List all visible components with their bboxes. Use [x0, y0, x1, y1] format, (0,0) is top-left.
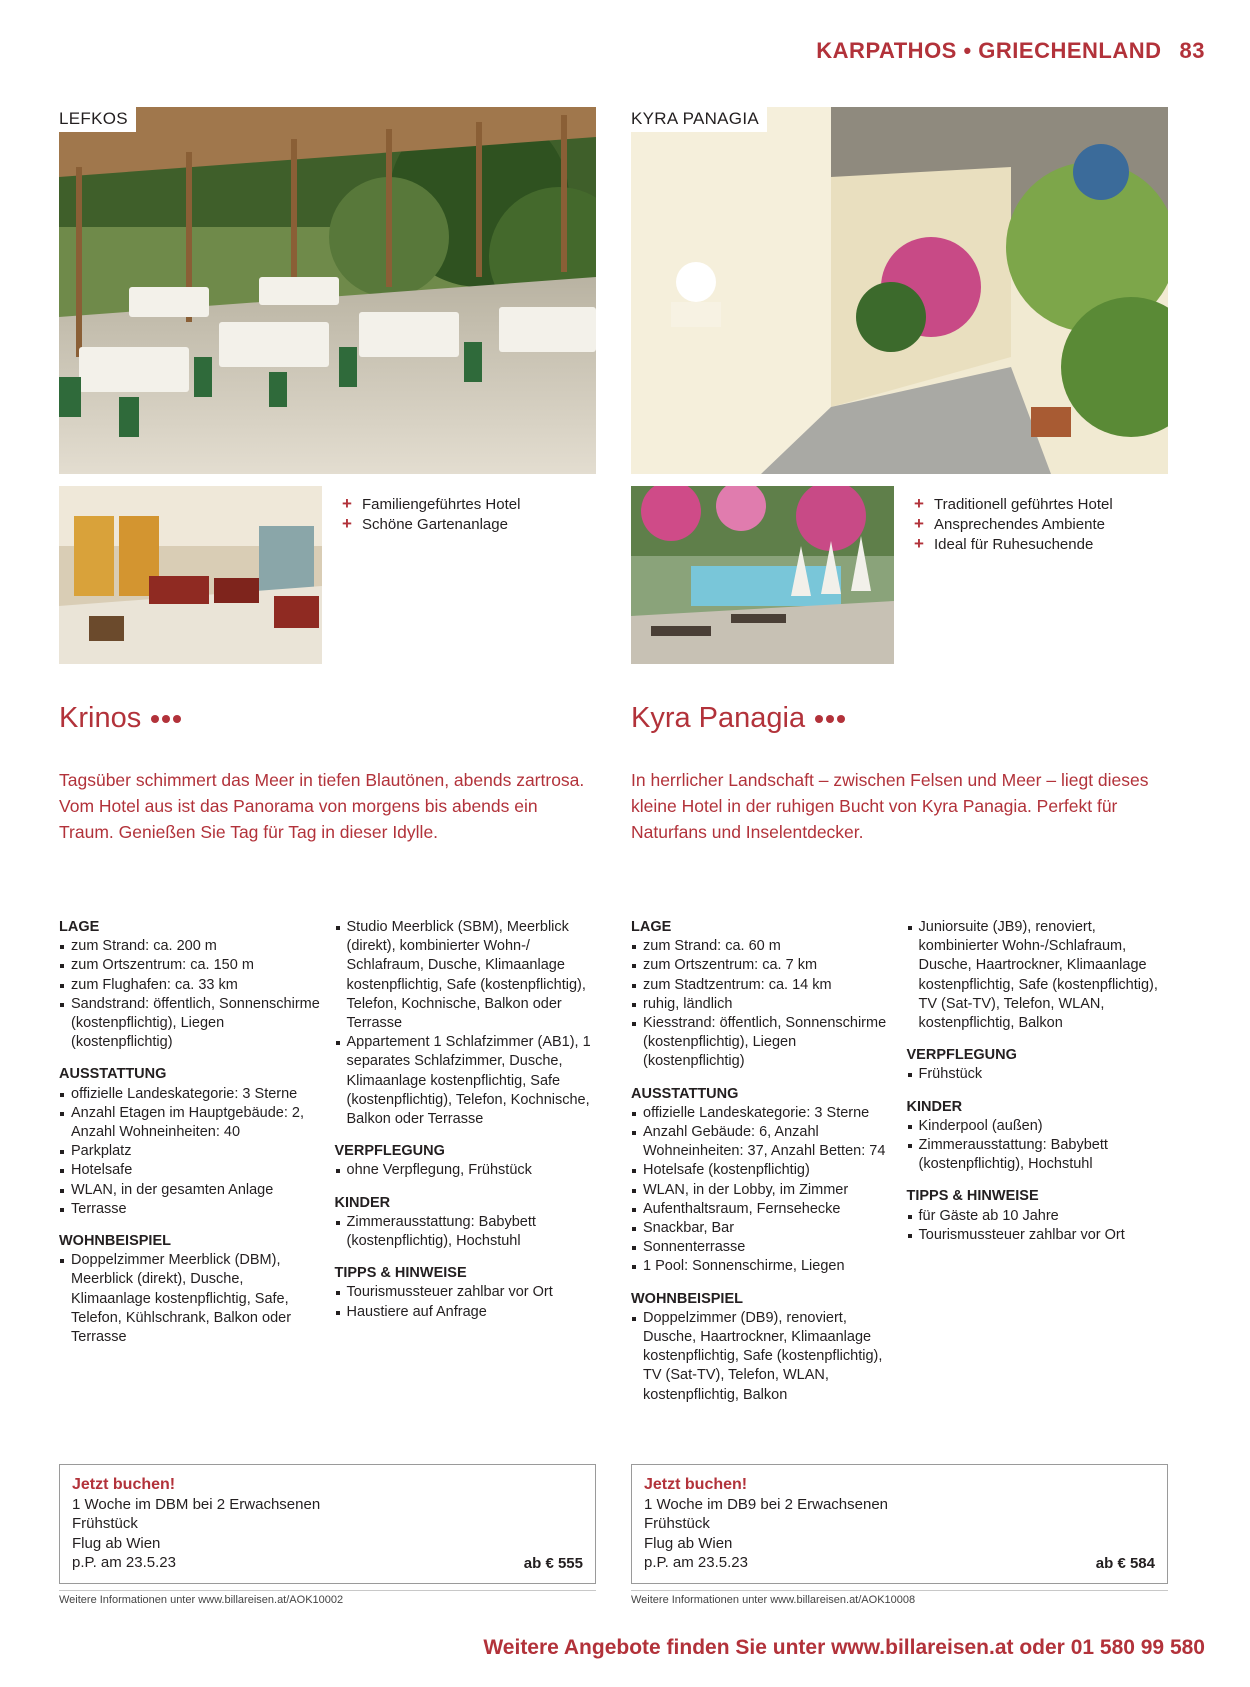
section-title: KINDER: [906, 1098, 963, 1115]
detail-item: für Gäste ab 10 Jahre: [907, 1207, 1169, 1226]
detail-item: Juniorsuite (JB9), renoviert, kombinierter Wohn-/Schlafraum, Dusche, Haartrockner, Klimaanlage kostenpflichtig, Safe (kostenpflichtig), TV (Sat-TV), Telefon, WLAN, kostenpflichtig, Balkon: [907, 918, 1169, 1033]
booking-line: p.P. am 23.5.23: [72, 1554, 176, 1571]
hero-location-label: KYRA PANAGIA: [631, 107, 767, 132]
detail-item: zum Strand: ca. 60 m: [631, 937, 893, 956]
detail-item: Sonnenterrasse: [631, 1238, 893, 1257]
booking-line: 1 Woche im DB9 bei 2 Erwachsenen: [644, 1495, 889, 1513]
section-title: TIPPS & HINWEISE: [906, 1188, 1039, 1205]
section-title: WOHNBEISPIEL: [631, 1290, 743, 1307]
detail-item: Anzahl Gebäude: 6, Anzahl Wohneinheiten: 37, Anzahl Betten: 74: [631, 1123, 893, 1161]
detail-item: Terrasse: [59, 1200, 321, 1219]
hero-location-label: LEFKOS: [59, 107, 136, 132]
hotel-intro: Tagsüber schimmert das Meer in tiefen Blautönen, abends zartrosa. Vom Hotel aus ist das Panorama von morgens bis abends ein Traum. Genießen Sie Tag für Tag in dieser Idylle.: [59, 770, 585, 842]
section-title: LAGE: [631, 919, 672, 935]
section-title: WOHNBEISPIEL: [59, 1233, 171, 1250]
feature-item: + Schöne Gartenanlage: [342, 514, 508, 533]
section-wohnbeispiel: [631, 1290, 893, 1405]
booking-line: 1 Woche im DBM bei 2 Erwachsenen: [72, 1495, 321, 1513]
plus-icon: +: [914, 534, 924, 553]
section-verpflegung: [907, 1046, 1169, 1084]
section-kinder: [907, 1098, 1169, 1175]
hero-image-lefkos: [59, 107, 596, 474]
detail-item: Zimmerausstattung: Babybett (kostenpflichtig), Hochstuhl: [907, 1136, 1169, 1174]
hotel-alley-photo: [631, 107, 1168, 474]
section-kinder: [335, 1194, 597, 1252]
detail-item: zum Ortszentrum: ca. 150 m: [59, 956, 321, 975]
feature-item: + Traditionell geführtes Hotel: [914, 494, 1113, 513]
booking-box[interactable]: [59, 1464, 596, 1584]
booking-line: p.P. am 23.5.23: [644, 1554, 748, 1571]
plus-icon: +: [914, 514, 924, 533]
plus-icon: +: [342, 514, 352, 533]
more-info-line: Weitere Informationen unter www.billareisen.at/AOK10002: [59, 1590, 596, 1606]
plus-icon: +: [914, 494, 924, 513]
feature-item: + Ansprechendes Ambiente: [914, 514, 1105, 533]
feature-list: [342, 494, 520, 534]
booking-box[interactable]: [631, 1464, 1168, 1584]
detail-item: Hotelsafe: [59, 1161, 321, 1180]
plus-icon: +: [342, 494, 352, 513]
detail-item: offizielle Landeskategorie: 3 Sterne: [59, 1085, 321, 1104]
detail-item: zum Strand: ca. 200 m: [59, 937, 321, 956]
hotel-pool-image: [631, 486, 894, 664]
offer-code: /AOK10002: [286, 1594, 344, 1606]
section-wohnbeispiel: [59, 1232, 321, 1347]
restaurant-terrace-photo: [59, 107, 596, 474]
section-lage: [59, 918, 321, 1052]
page-number: 83: [1179, 38, 1205, 63]
hotel-intro: In herrlicher Landschaft – zwischen Felsen und Meer – liegt dieses kleine Hotel in der ruhigen Bucht von Kyra Panagia. Perfekt für Naturfans und Inselentdecker.: [631, 770, 1149, 842]
hero-image-kyra-panagia: [631, 107, 1168, 474]
detail-item: ohne Verpflegung, Frühstück: [335, 1161, 597, 1180]
section-ausstattung: [59, 1065, 321, 1219]
category-dots-icon: [815, 715, 845, 723]
hotel-name-krinos: Krinos: [59, 702, 181, 735]
section-title: AUSSTATTUNG: [59, 1066, 167, 1083]
hotel-name-kyra-panagia: Kyra Panagia: [631, 702, 845, 735]
offer-code: /AOK10008: [858, 1594, 916, 1606]
detail-item: ruhig, ländlich: [631, 995, 893, 1014]
detail-item: Appartement 1 Schlafzimmer (AB1), 1 separates Schlafzimmer, Dusche, Klimaanlage kostenpflichtig, Safe (kostenpflichtig), Telefon, Kochnische, Balkon oder Terrasse: [335, 1033, 597, 1129]
detail-item: Tourismussteuer zahlbar vor Ort: [907, 1226, 1169, 1245]
details-column-1: [59, 918, 321, 1347]
section-wohnbeispiel-cont: [907, 918, 1169, 1033]
more-info-line: Weitere Informationen unter www.billareisen.at/AOK10008: [631, 1590, 1168, 1606]
section-title: AUSSTATTUNG: [631, 1085, 739, 1102]
feature-item: + Familiengeführtes Hotel: [342, 494, 521, 513]
section-title: LAGE: [59, 919, 100, 935]
detail-item: zum Stadtzentrum: ca. 14 km: [631, 976, 893, 995]
footer-contact[interactable]: Weitere Angebote finden Sie unter www.billareisen.at oder 01 580 99 580: [483, 1636, 1205, 1659]
details-column-2: [907, 918, 1169, 1405]
detail-item: Hotelsafe (kostenpflichtig): [631, 1161, 893, 1180]
feature-list: [914, 494, 1113, 554]
detail-item: Studio Meerblick (SBM), Meerblick (direkt), kombinierter Wohn-/ Schlafraum, Dusche, Klimaanlage kostenpflichtig, Safe (kostenpflichtig), Telefon, Kochnische, Balkon oder Terrasse: [335, 918, 597, 1033]
booking-cta[interactable]: Jetzt buchen!: [72, 1476, 176, 1493]
details-column-1: [631, 918, 893, 1405]
pool-photo: [631, 486, 894, 664]
section-lage: [631, 918, 893, 1072]
detail-item: Zimmerausstattung: Babybett (kostenpflichtig), Hochstuhl: [335, 1213, 597, 1251]
booking-price: ab € 584: [1095, 1554, 1155, 1572]
detail-item: offizielle Landeskategorie: 3 Sterne: [631, 1104, 893, 1123]
detail-item: Doppelzimmer (DB9), renoviert, Dusche, Haartrockner, Klimaanlage kostenpflichtig, Safe (kostenpflichtig), TV (Sat-TV), Telefon, WLAN, kostenpflichtig, Balkon: [631, 1309, 893, 1405]
detail-item: Sandstrand: öffentlich, Sonnenschirme (kostenpflichtig), Liegen (kostenpflichtig): [59, 995, 321, 1053]
booking-line: Flug ab Wien: [72, 1534, 161, 1552]
booking-line: Flug ab Wien: [644, 1534, 733, 1552]
detail-item: Tourismussteuer zahlbar vor Ort: [335, 1283, 597, 1302]
detail-item: Snackbar, Bar: [631, 1219, 893, 1238]
detail-item: zum Flughafen: ca. 33 km: [59, 976, 321, 995]
booking-cta[interactable]: Jetzt buchen!: [644, 1476, 748, 1493]
lobby-photo: [59, 486, 322, 664]
page-title: KARPATHOS • GRIECHENLAND: [816, 38, 1162, 63]
detail-item: Kiesstrand: öffentlich, Sonnenschirme (kostenpflichtig), Liegen (kostenpflichtig): [631, 1014, 893, 1072]
section-ausstattung: [631, 1085, 893, 1277]
section-title: KINDER: [334, 1194, 391, 1211]
booking-line: Frühstück: [644, 1515, 710, 1532]
feature-item: + Ideal für Ruhesuchende: [914, 534, 1094, 553]
hotel-column-kyra-panagia: [631, 0, 1168, 1687]
detail-item: WLAN, in der Lobby, im Zimmer: [631, 1181, 893, 1200]
hotel-details: [631, 918, 1168, 1405]
detail-item: WLAN, in der gesamten Anlage: [59, 1181, 321, 1200]
hotel-column-krinos: [59, 0, 596, 1687]
detail-item: Kinderpool (außen): [907, 1117, 1169, 1136]
section-tipps: [907, 1187, 1169, 1245]
section-title: TIPPS & HINWEISE: [334, 1265, 467, 1282]
section-title: VERPFLEGUNG: [334, 1143, 445, 1160]
detail-item: Parkplatz: [59, 1142, 321, 1161]
booking-line: Frühstück: [72, 1515, 138, 1532]
section-wohnbeispiel-cont: [335, 918, 597, 1129]
section-title: VERPFLEGUNG: [906, 1047, 1017, 1064]
detail-item: 1 Pool: Sonnenschirme, Liegen: [631, 1257, 893, 1276]
hotel-lobby-image: [59, 486, 322, 664]
section-tipps: [335, 1264, 597, 1322]
detail-item: Aufenthaltsraum, Fernsehecke: [631, 1200, 893, 1219]
booking-price: ab € 555: [523, 1554, 583, 1572]
detail-item: zum Ortszentrum: ca. 7 km: [631, 956, 893, 975]
detail-item: Anzahl Etagen im Hauptgebäude: 2, Anzahl Wohneinheiten: 40: [59, 1104, 321, 1142]
section-verpflegung: [335, 1142, 597, 1180]
detail-item: Frühstück: [907, 1065, 1169, 1084]
detail-item: Haustiere auf Anfrage: [335, 1303, 597, 1322]
hotel-details: [59, 918, 596, 1347]
details-column-2: [335, 918, 597, 1347]
detail-item: Doppelzimmer Meerblick (DBM), Meerblick (direkt), Dusche, Klimaanlage kostenpflichtig, Safe, Telefon, Kühlschrank, Balkon oder Terrasse: [59, 1251, 321, 1347]
category-dots-icon: [151, 715, 181, 723]
